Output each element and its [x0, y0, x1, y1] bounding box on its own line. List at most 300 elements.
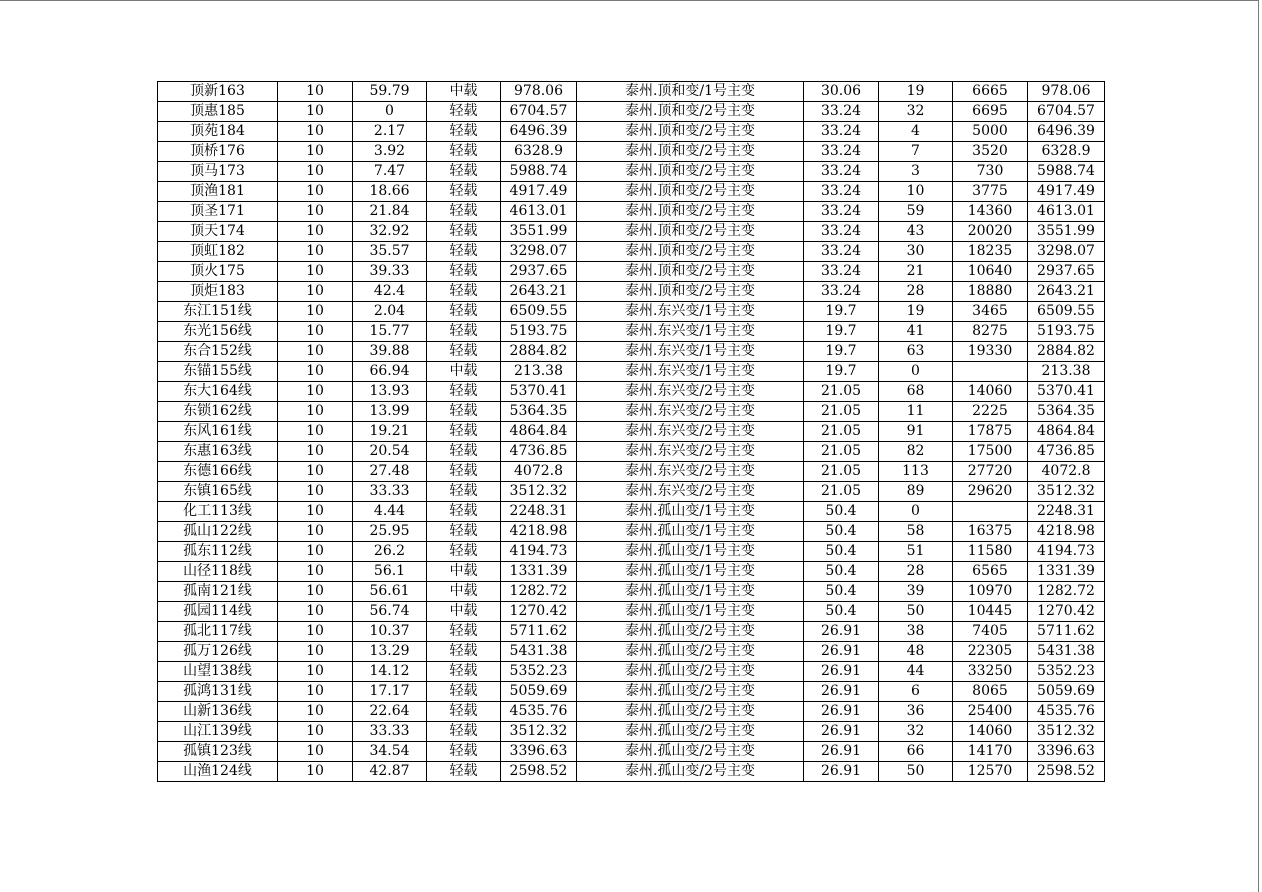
cell-voltage: 10 — [278, 522, 353, 542]
cell-voltage: 10 — [278, 102, 353, 122]
cell-load-status: 轻载 — [427, 462, 501, 482]
cell-margin: 5711.62 — [1028, 622, 1105, 642]
cell-capacity-kva: 20020 — [953, 222, 1028, 242]
cell-margin: 4864.84 — [1028, 422, 1105, 442]
cell-load-rate: 39.33 — [353, 262, 427, 282]
cell-count: 66 — [879, 742, 953, 762]
cell-load-rate: 25.95 — [353, 522, 427, 542]
cell-load-rate: 13.93 — [353, 382, 427, 402]
cell-line-name: 顶苑184 — [158, 122, 278, 142]
cell-count: 43 — [879, 222, 953, 242]
cell-line-name: 东德166线 — [158, 462, 278, 482]
cell-load-rate: 10.37 — [353, 622, 427, 642]
cell-load-status: 轻载 — [427, 342, 501, 362]
cell-capacity: 1282.72 — [501, 582, 577, 602]
cell-margin: 5370.41 — [1028, 382, 1105, 402]
cell-substation-transformer: 泰州.东兴变/1号主变 — [577, 342, 804, 362]
cell-capacity: 5352.23 — [501, 662, 577, 682]
cell-load-status: 轻载 — [427, 122, 501, 142]
cell-capacity: 3512.32 — [501, 482, 577, 502]
cell-count: 68 — [879, 382, 953, 402]
cell-substation-transformer: 泰州.顶和变/2号主变 — [577, 242, 804, 262]
cell-voltage: 10 — [278, 742, 353, 762]
cell-substation-transformer: 泰州.孤山变/2号主变 — [577, 762, 804, 782]
cell-capacity-kva: 6695 — [953, 102, 1028, 122]
cell-capacity: 4736.85 — [501, 442, 577, 462]
cell-capacity-kva: 19330 — [953, 342, 1028, 362]
data-table — [157, 81, 1105, 782]
cell-voltage: 10 — [278, 642, 353, 662]
cell-load-rate: 14.12 — [353, 662, 427, 682]
cell-load-status: 轻载 — [427, 102, 501, 122]
cell-capacity-kva: 6565 — [953, 562, 1028, 582]
cell-margin: 978.06 — [1028, 82, 1105, 102]
cell-load-status: 轻载 — [427, 762, 501, 782]
cell-transformer-load: 19.7 — [804, 322, 879, 342]
cell-voltage: 10 — [278, 362, 353, 382]
cell-count: 41 — [879, 322, 953, 342]
cell-capacity: 2598.52 — [501, 762, 577, 782]
cell-transformer-load: 50.4 — [804, 542, 879, 562]
cell-substation-transformer: 泰州.孤山变/2号主变 — [577, 622, 804, 642]
cell-substation-transformer: 泰州.顶和变/2号主变 — [577, 262, 804, 282]
cell-count: 58 — [879, 522, 953, 542]
cell-count: 19 — [879, 82, 953, 102]
cell-load-status: 轻载 — [427, 322, 501, 342]
table-row — [158, 562, 1105, 582]
cell-transformer-load: 50.4 — [804, 522, 879, 542]
cell-line-name: 孤北117线 — [158, 622, 278, 642]
cell-substation-transformer: 泰州.孤山变/1号主变 — [577, 502, 804, 522]
cell-load-status: 轻载 — [427, 702, 501, 722]
cell-voltage: 10 — [278, 242, 353, 262]
cell-transformer-load: 19.7 — [804, 362, 879, 382]
cell-line-name: 东锁162线 — [158, 402, 278, 422]
table-row — [158, 642, 1105, 662]
cell-count: 38 — [879, 622, 953, 642]
cell-load-rate: 34.54 — [353, 742, 427, 762]
table-row — [158, 442, 1105, 462]
cell-margin: 4535.76 — [1028, 702, 1105, 722]
cell-voltage: 10 — [278, 262, 353, 282]
cell-load-rate: 4.44 — [353, 502, 427, 522]
cell-voltage: 10 — [278, 702, 353, 722]
cell-load-rate: 17.17 — [353, 682, 427, 702]
cell-voltage: 10 — [278, 722, 353, 742]
cell-load-rate: 13.99 — [353, 402, 427, 422]
cell-line-name: 东合152线 — [158, 342, 278, 362]
cell-load-rate: 33.33 — [353, 482, 427, 502]
cell-load-status: 轻载 — [427, 502, 501, 522]
cell-substation-transformer: 泰州.孤山变/1号主变 — [577, 542, 804, 562]
cell-count: 11 — [879, 402, 953, 422]
cell-load-status: 轻载 — [427, 682, 501, 702]
cell-line-name: 化工113线 — [158, 502, 278, 522]
cell-line-name: 东锚155线 — [158, 362, 278, 382]
cell-margin: 4072.8 — [1028, 462, 1105, 482]
table-row — [158, 602, 1105, 622]
cell-substation-transformer: 泰州.孤山变/2号主变 — [577, 722, 804, 742]
cell-voltage: 10 — [278, 442, 353, 462]
cell-load-rate: 15.77 — [353, 322, 427, 342]
cell-substation-transformer: 泰州.顶和变/2号主变 — [577, 102, 804, 122]
cell-voltage: 10 — [278, 282, 353, 302]
cell-transformer-load: 33.24 — [804, 282, 879, 302]
cell-transformer-load: 19.7 — [804, 302, 879, 322]
cell-capacity-kva: 2225 — [953, 402, 1028, 422]
cell-load-status: 轻载 — [427, 642, 501, 662]
cell-line-name: 东惠163线 — [158, 442, 278, 462]
cell-count: 44 — [879, 662, 953, 682]
cell-substation-transformer: 泰州.孤山变/2号主变 — [577, 662, 804, 682]
cell-load-rate: 56.61 — [353, 582, 427, 602]
cell-margin: 6328.9 — [1028, 142, 1105, 162]
cell-line-name: 顶新163 — [158, 82, 278, 102]
cell-capacity-kva: 14360 — [953, 202, 1028, 222]
cell-substation-transformer: 泰州.顶和变/2号主变 — [577, 162, 804, 182]
cell-voltage: 10 — [278, 142, 353, 162]
table-row — [158, 362, 1105, 382]
cell-capacity: 5370.41 — [501, 382, 577, 402]
cell-load-rate: 56.74 — [353, 602, 427, 622]
cell-transformer-load: 33.24 — [804, 102, 879, 122]
cell-line-name: 东光156线 — [158, 322, 278, 342]
cell-line-name: 顶炬183 — [158, 282, 278, 302]
cell-count: 36 — [879, 702, 953, 722]
cell-count: 0 — [879, 362, 953, 382]
cell-substation-transformer: 泰州.孤山变/2号主变 — [577, 642, 804, 662]
cell-capacity: 4917.49 — [501, 182, 577, 202]
cell-capacity: 3551.99 — [501, 222, 577, 242]
cell-line-name: 山江139线 — [158, 722, 278, 742]
cell-line-name: 顶虹182 — [158, 242, 278, 262]
cell-substation-transformer: 泰州.顶和变/2号主变 — [577, 122, 804, 142]
cell-voltage: 10 — [278, 402, 353, 422]
cell-load-status: 轻载 — [427, 722, 501, 742]
cell-transformer-load: 26.91 — [804, 662, 879, 682]
table-row — [158, 122, 1105, 142]
cell-margin: 5193.75 — [1028, 322, 1105, 342]
cell-load-rate: 2.17 — [353, 122, 427, 142]
cell-load-rate: 39.88 — [353, 342, 427, 362]
cell-count: 113 — [879, 462, 953, 482]
table-row — [158, 302, 1105, 322]
cell-voltage: 10 — [278, 302, 353, 322]
table-row — [158, 422, 1105, 442]
cell-capacity: 4613.01 — [501, 202, 577, 222]
cell-voltage: 10 — [278, 482, 353, 502]
cell-capacity: 5193.75 — [501, 322, 577, 342]
cell-transformer-load: 50.4 — [804, 602, 879, 622]
cell-voltage: 10 — [278, 462, 353, 482]
cell-load-status: 中载 — [427, 602, 501, 622]
cell-capacity-kva: 29620 — [953, 482, 1028, 502]
cell-count: 30 — [879, 242, 953, 262]
cell-capacity-kva: 14060 — [953, 722, 1028, 742]
table-row — [158, 622, 1105, 642]
cell-transformer-load: 26.91 — [804, 762, 879, 782]
cell-line-name: 山新136线 — [158, 702, 278, 722]
cell-line-name: 顶桥176 — [158, 142, 278, 162]
cell-capacity: 4864.84 — [501, 422, 577, 442]
cell-capacity-kva: 8275 — [953, 322, 1028, 342]
cell-capacity: 6704.57 — [501, 102, 577, 122]
cell-substation-transformer: 泰州.东兴变/2号主变 — [577, 482, 804, 502]
cell-load-status: 轻载 — [427, 142, 501, 162]
cell-capacity: 5059.69 — [501, 682, 577, 702]
cell-capacity-kva: 730 — [953, 162, 1028, 182]
cell-line-name: 孤园114线 — [158, 602, 278, 622]
cell-line-name: 东大164线 — [158, 382, 278, 402]
cell-capacity-kva: 3775 — [953, 182, 1028, 202]
cell-substation-transformer: 泰州.孤山变/1号主变 — [577, 522, 804, 542]
cell-count: 32 — [879, 102, 953, 122]
cell-load-rate: 2.04 — [353, 302, 427, 322]
cell-substation-transformer: 泰州.顶和变/2号主变 — [577, 282, 804, 302]
cell-load-status: 轻载 — [427, 182, 501, 202]
cell-margin: 1282.72 — [1028, 582, 1105, 602]
cell-substation-transformer: 泰州.孤山变/1号主变 — [577, 602, 804, 622]
cell-capacity: 1270.42 — [501, 602, 577, 622]
cell-margin: 5988.74 — [1028, 162, 1105, 182]
cell-capacity-kva: 3520 — [953, 142, 1028, 162]
cell-capacity: 6496.39 — [501, 122, 577, 142]
cell-line-name: 东江151线 — [158, 302, 278, 322]
cell-transformer-load: 33.24 — [804, 262, 879, 282]
table-row — [158, 742, 1105, 762]
cell-count: 19 — [879, 302, 953, 322]
cell-voltage: 10 — [278, 602, 353, 622]
cell-capacity-kva: 5000 — [953, 122, 1028, 142]
cell-transformer-load: 26.91 — [804, 702, 879, 722]
table-row — [158, 662, 1105, 682]
cell-voltage: 10 — [278, 342, 353, 362]
cell-transformer-load: 26.91 — [804, 622, 879, 642]
cell-voltage: 10 — [278, 82, 353, 102]
cell-capacity-kva: 27720 — [953, 462, 1028, 482]
cell-substation-transformer: 泰州.东兴变/2号主变 — [577, 382, 804, 402]
table-row — [158, 722, 1105, 742]
cell-line-name: 孤万126线 — [158, 642, 278, 662]
cell-voltage: 10 — [278, 682, 353, 702]
cell-capacity: 4218.98 — [501, 522, 577, 542]
table-row — [158, 402, 1105, 422]
cell-substation-transformer: 泰州.东兴变/2号主变 — [577, 462, 804, 482]
cell-transformer-load: 21.05 — [804, 462, 879, 482]
cell-count: 7 — [879, 142, 953, 162]
cell-count: 6 — [879, 682, 953, 702]
cell-capacity: 3298.07 — [501, 242, 577, 262]
cell-capacity: 6328.9 — [501, 142, 577, 162]
cell-capacity-kva: 10445 — [953, 602, 1028, 622]
cell-margin: 3512.32 — [1028, 482, 1105, 502]
cell-transformer-load: 21.05 — [804, 382, 879, 402]
table-row — [158, 522, 1105, 542]
cell-count: 63 — [879, 342, 953, 362]
cell-transformer-load: 33.24 — [804, 162, 879, 182]
cell-transformer-load: 50.4 — [804, 502, 879, 522]
cell-load-status: 轻载 — [427, 742, 501, 762]
cell-count: 4 — [879, 122, 953, 142]
cell-margin: 2643.21 — [1028, 282, 1105, 302]
cell-voltage: 10 — [278, 622, 353, 642]
cell-load-rate: 21.84 — [353, 202, 427, 222]
cell-line-name: 孤镇123线 — [158, 742, 278, 762]
cell-load-status: 中载 — [427, 362, 501, 382]
cell-load-rate: 42.4 — [353, 282, 427, 302]
cell-margin: 4194.73 — [1028, 542, 1105, 562]
cell-count: 50 — [879, 602, 953, 622]
cell-line-name: 顶圣171 — [158, 202, 278, 222]
cell-load-status: 轻载 — [427, 282, 501, 302]
cell-capacity-kva: 6665 — [953, 82, 1028, 102]
cell-load-rate: 33.33 — [353, 722, 427, 742]
cell-load-status: 轻载 — [427, 442, 501, 462]
cell-voltage: 10 — [278, 322, 353, 342]
cell-line-name: 孤山122线 — [158, 522, 278, 542]
cell-line-name: 山径118线 — [158, 562, 278, 582]
cell-load-rate: 27.48 — [353, 462, 427, 482]
cell-voltage: 10 — [278, 542, 353, 562]
cell-margin: 2248.31 — [1028, 502, 1105, 522]
cell-margin: 4613.01 — [1028, 202, 1105, 222]
table-row — [158, 222, 1105, 242]
cell-count: 28 — [879, 562, 953, 582]
cell-count: 10 — [879, 182, 953, 202]
cell-load-rate: 20.54 — [353, 442, 427, 462]
cell-count: 28 — [879, 282, 953, 302]
cell-substation-transformer: 泰州.顶和变/2号主变 — [577, 202, 804, 222]
cell-load-rate: 26.2 — [353, 542, 427, 562]
cell-line-name: 顶马173 — [158, 162, 278, 182]
cell-substation-transformer: 泰州.孤山变/2号主变 — [577, 702, 804, 722]
cell-count: 89 — [879, 482, 953, 502]
cell-count: 59 — [879, 202, 953, 222]
cell-transformer-load: 33.24 — [804, 122, 879, 142]
cell-margin: 2884.82 — [1028, 342, 1105, 362]
cell-substation-transformer: 泰州.顶和变/2号主变 — [577, 142, 804, 162]
cell-load-status: 轻载 — [427, 622, 501, 642]
table-row — [158, 542, 1105, 562]
cell-margin: 4736.85 — [1028, 442, 1105, 462]
cell-transformer-load: 21.05 — [804, 482, 879, 502]
cell-margin: 4218.98 — [1028, 522, 1105, 542]
cell-line-name: 东风161线 — [158, 422, 278, 442]
cell-line-name: 孤南121线 — [158, 582, 278, 602]
cell-substation-transformer: 泰州.顶和变/2号主变 — [577, 182, 804, 202]
cell-capacity-kva: 3465 — [953, 302, 1028, 322]
cell-transformer-load: 33.24 — [804, 202, 879, 222]
cell-capacity-kva: 14060 — [953, 382, 1028, 402]
cell-transformer-load: 33.24 — [804, 142, 879, 162]
cell-count: 48 — [879, 642, 953, 662]
cell-voltage: 10 — [278, 122, 353, 142]
cell-transformer-load: 33.24 — [804, 242, 879, 262]
cell-count: 39 — [879, 582, 953, 602]
cell-voltage: 10 — [278, 502, 353, 522]
cell-voltage: 10 — [278, 582, 353, 602]
cell-voltage: 10 — [278, 422, 353, 442]
cell-capacity: 4535.76 — [501, 702, 577, 722]
cell-margin: 6496.39 — [1028, 122, 1105, 142]
cell-margin: 5059.69 — [1028, 682, 1105, 702]
cell-capacity-kva: 17500 — [953, 442, 1028, 462]
cell-capacity-kva — [953, 502, 1028, 522]
cell-margin: 5364.35 — [1028, 402, 1105, 422]
cell-load-rate: 13.29 — [353, 642, 427, 662]
cell-load-status: 轻载 — [427, 262, 501, 282]
cell-voltage: 10 — [278, 762, 353, 782]
cell-transformer-load: 26.91 — [804, 682, 879, 702]
cell-transformer-load: 50.4 — [804, 582, 879, 602]
cell-substation-transformer: 泰州.东兴变/2号主变 — [577, 402, 804, 422]
cell-transformer-load: 33.24 — [804, 222, 879, 242]
cell-voltage: 10 — [278, 662, 353, 682]
cell-substation-transformer: 泰州.东兴变/1号主变 — [577, 302, 804, 322]
cell-capacity-kva: 18880 — [953, 282, 1028, 302]
cell-capacity-kva: 11580 — [953, 542, 1028, 562]
cell-transformer-load: 21.05 — [804, 422, 879, 442]
table-body — [158, 82, 1105, 782]
cell-load-status: 轻载 — [427, 242, 501, 262]
cell-count: 32 — [879, 722, 953, 742]
cell-line-name: 顶惠185 — [158, 102, 278, 122]
cell-voltage: 10 — [278, 182, 353, 202]
cell-load-status: 轻载 — [427, 222, 501, 242]
cell-capacity-kva: 12570 — [953, 762, 1028, 782]
cell-substation-transformer: 泰州.孤山变/1号主变 — [577, 582, 804, 602]
cell-load-status: 轻载 — [427, 482, 501, 502]
cell-capacity-kva: 22305 — [953, 642, 1028, 662]
cell-load-rate: 0 — [353, 102, 427, 122]
cell-load-status: 轻载 — [427, 542, 501, 562]
table-row — [158, 502, 1105, 522]
cell-margin: 5431.38 — [1028, 642, 1105, 662]
cell-substation-transformer: 泰州.东兴变/1号主变 — [577, 322, 804, 342]
cell-transformer-load: 30.06 — [804, 82, 879, 102]
cell-capacity-kva: 33250 — [953, 662, 1028, 682]
cell-capacity: 6509.55 — [501, 302, 577, 322]
cell-capacity: 2643.21 — [501, 282, 577, 302]
cell-capacity-kva: 17875 — [953, 422, 1028, 442]
cell-load-rate: 22.64 — [353, 702, 427, 722]
cell-transformer-load: 19.7 — [804, 342, 879, 362]
table-row — [158, 102, 1105, 122]
cell-line-name: 孤鸿131线 — [158, 682, 278, 702]
cell-load-rate: 3.92 — [353, 142, 427, 162]
cell-voltage: 10 — [278, 222, 353, 242]
table-row — [158, 762, 1105, 782]
cell-margin: 2598.52 — [1028, 762, 1105, 782]
cell-line-name: 顶天174 — [158, 222, 278, 242]
cell-transformer-load: 50.4 — [804, 562, 879, 582]
cell-capacity: 1331.39 — [501, 562, 577, 582]
cell-capacity: 213.38 — [501, 362, 577, 382]
table-row — [158, 242, 1105, 262]
cell-load-rate: 59.79 — [353, 82, 427, 102]
cell-capacity-kva: 16375 — [953, 522, 1028, 542]
cell-count: 91 — [879, 422, 953, 442]
table-row — [158, 202, 1105, 222]
cell-capacity: 4072.8 — [501, 462, 577, 482]
cell-load-rate: 32.92 — [353, 222, 427, 242]
cell-margin: 1270.42 — [1028, 602, 1105, 622]
table-row — [158, 462, 1105, 482]
cell-margin: 3396.63 — [1028, 742, 1105, 762]
cell-transformer-load: 26.91 — [804, 642, 879, 662]
cell-substation-transformer: 泰州.孤山变/2号主变 — [577, 682, 804, 702]
cell-capacity: 5711.62 — [501, 622, 577, 642]
